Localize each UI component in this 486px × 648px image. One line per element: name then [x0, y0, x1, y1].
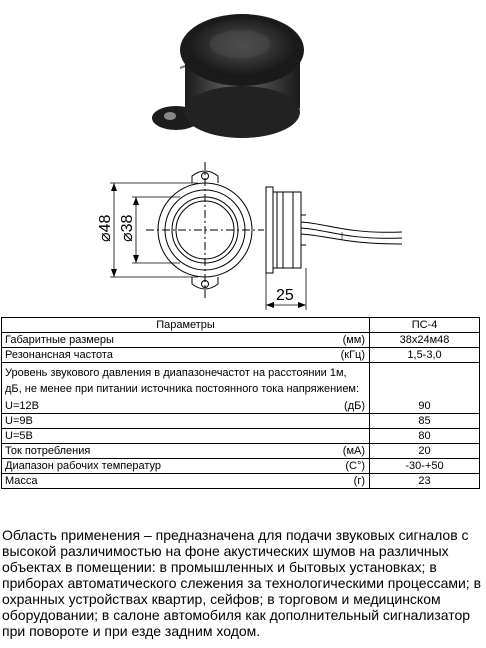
dimension-inner-diameter: ⌀38	[119, 214, 136, 242]
table-row	[2, 363, 480, 400]
row-value: 1,5-3,0	[370, 348, 480, 363]
header-parameters: Параметры	[2, 318, 370, 333]
row-name: U=9В	[2, 414, 330, 429]
row-value: 80	[370, 429, 480, 444]
row-name: U=5В	[2, 429, 330, 444]
row-value: 90	[370, 399, 480, 414]
row-value: 20	[370, 444, 480, 459]
specifications-table	[1, 317, 480, 489]
row-unit: (С°)	[330, 459, 370, 474]
table-row	[2, 459, 480, 474]
application-description: Область применения – предназначена для подачи звуковых сигналов с высокой различимостью на фоне акустических шумов на различных объектах в помещении: в промышленных и бытовых установках; в приборах автоматического слежения за технологическими процессами; в охранных устройствах квартир, сейфов; в торговом и медицинском оборудовании; в салоне автомобиля как дополнительный сигнализатор при повороте и при езде задним ходом.	[2, 527, 482, 639]
table-row	[2, 444, 480, 459]
table-header-row	[2, 318, 480, 333]
row-name: U=12В	[2, 399, 330, 414]
row-unit: (мА)	[330, 444, 370, 459]
row-name: Габаритные размеры	[2, 333, 330, 348]
row-unit: (кГц)	[330, 348, 370, 363]
row-name: Резонансная частота	[2, 348, 330, 363]
table-row	[2, 348, 480, 363]
table-row	[2, 429, 480, 444]
row-value: -30-+50	[370, 459, 480, 474]
row-unit: (дБ)	[330, 399, 370, 414]
row-value: 85	[370, 414, 480, 429]
row-value	[370, 363, 480, 400]
row-unit: (мм)	[330, 333, 370, 348]
row-name: Масса	[2, 474, 330, 489]
table-row	[2, 333, 480, 348]
dimension-outer-diameter: ⌀48	[97, 214, 114, 242]
row-name: Диапазон рабочих температур	[2, 459, 330, 474]
row-name: Ток потребления	[2, 444, 330, 459]
table-row	[2, 414, 480, 429]
table-row	[2, 399, 480, 414]
row-value: 38x24м48	[370, 333, 480, 348]
table-row	[2, 474, 480, 489]
technical-drawing	[80, 160, 440, 310]
dimension-depth: 25	[276, 287, 294, 304]
row-unit	[330, 414, 370, 429]
row-unit: (г)	[330, 474, 370, 489]
header-model: ПС-4	[370, 318, 480, 333]
product-photo	[140, 0, 340, 160]
row-value: 23	[370, 474, 480, 489]
row-name: Уровень звукового давления в диапазонечастот на расстоянии 1м, дБ, не менее при питании источника постоянного тока напряжением:	[2, 363, 370, 400]
row-unit	[330, 429, 370, 444]
